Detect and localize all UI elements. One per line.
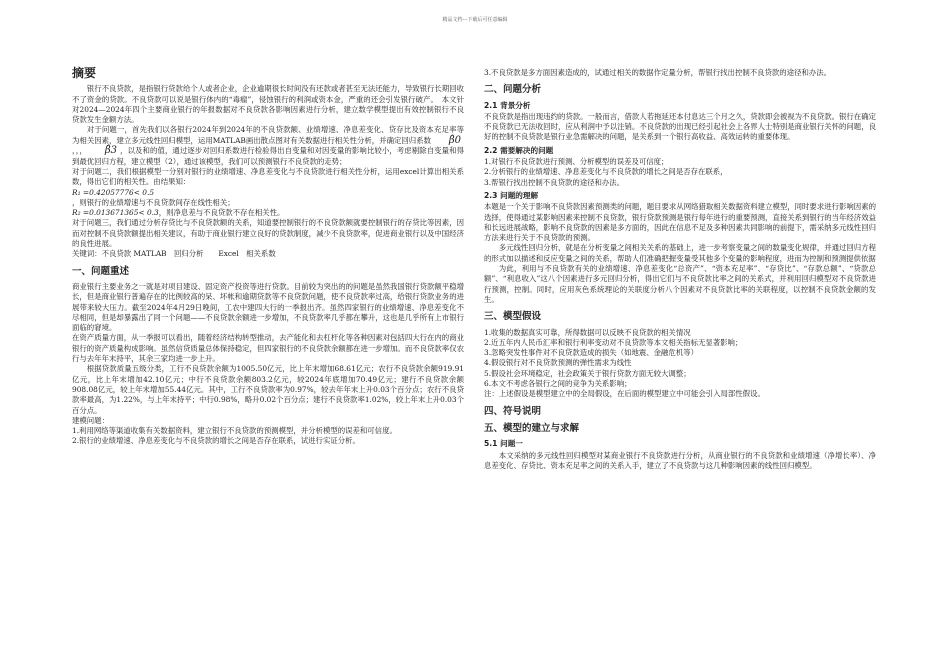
r1-formula: R₁ =0.42057776< 0.5 [72, 187, 155, 197]
section-5-title: 五、模型的建立与求解 [484, 422, 580, 434]
hypothesis-2: 2.近五年内人民币汇率和银行利率变动对不良贷款等本文相关指标无显著影响； [484, 337, 743, 347]
task-3: 3.不良贷款是多方面因素造成的，试通过相关的数据作定量分析，帮银行找出控制不良贷款的途径和办法。 [484, 68, 832, 77]
section-5-1-paragraph: 本文采纳的多元线性回归模型对某商业银行不良贷款进行分析，从商业银行的不良贷款和业绩增速（净增长率）、净息差变化、存贷比、资本充足率之间的关系入手，建立了不良贷款与这几种影响因素的线性回归模型。 [484, 450, 876, 470]
abstract-paragraph-1: 银行不良贷款，是指银行贷款给个人或者企业，企业逾期很长时间没有还款或者甚至无法还能力，导致银行长期回收不了资金的贷款。不良贷款可以说是银行体内的“毒瘤”，侵蚀银行的利润或资本金，严重的还会引发银行破产。 本文针对2024—2024年四个主要商业银行的年报数据对不良贷款各影响因素进行分析，建立数学模型提出有效控制银行不良贷款发生金额方法。 [72, 84, 464, 125]
abstract-paragraph-2 [72, 125, 464, 167]
abstract-paragraph-2-a: 对于问题一，首先我们以各银行2024年到2024年的不良贷款额、业绩增速、净息差变化、贷存比及资本充足率等为相关因素，建立多元线性回归模型，运用MATLAB画出散点图对有关数据进行相关性分析，并确定回归系数 [72, 125, 464, 145]
beta0-symbol: β̂0 [448, 134, 461, 146]
right-column [484, 68, 876, 471]
hypothesis-1: 1.收集的数据真实可靠，所得数据可以反映不良贷款的相关情况 [484, 327, 691, 337]
beta3-symbol: β̂3 [104, 145, 117, 157]
section-2-3-paragraph-3: 为此，利用与不良贷款有关的业绩增速、净息差变化“总资产”、“资本充足率”、“存贷比”、“存款总额”、“贷款总额”、“利息收入”这八个因素进行多元回归分析，得出它们与不良贷款比率之间的关系式，并利用回归模型对不良贷款进行预测，控制。同时，应用灰色系统理论的关联度分析八个因素对不良贷款比率的关联程度，以控制不良贷款金额的发生。 [484, 264, 876, 304]
section-2-2-title: 2.2 需要解决的问题 [484, 145, 554, 155]
task-2: 2.银行的业绩增速、净息差变化与不良贷款的增长之间是否存在联系，试进行实证分析。 [72, 436, 360, 446]
left-column [72, 62, 464, 447]
r2-line [72, 208, 464, 218]
section-5-1-title: 5.1 问题一 [484, 439, 523, 449]
section-2-title: 二、问题分析 [484, 84, 542, 96]
problem-item-1: 1.对银行不良贷款进行预测、分析模型的误差及可信度； [484, 157, 669, 167]
problem-item-3: 3.帮银行找出控制不良贷款的途径和办法。 [484, 177, 625, 187]
section-2-3-paragraph-1: 本题是一个关于影响不良贷款因素预测类的问题，题目要求从网络猎取相关数据资料建立模型，同时要求进行影响因素的选择，使得通过某影响因素来控制不良贷款，银行贷款预测是银行每年进行的重要预测，直接关系到银行的当年经济效益和长远进展战略，影响不良贷款的因素是多方面的，因此在信息不足及多种因素共同影响的前提下，需采纳多元线性回归方法来进行关于不良贷款的预测。 [484, 202, 876, 243]
abstract-paragraph-4: 对于问题三，我们通过分析存贷比与不良贷款额的关系，知道要控制银行的不良贷款额就要控制银行的存贷比等因素，因而对控制不良贷款额提出相关建议，有助于商业银行建立良好的贷款制度，减少不良贷款率，促进商业银行以及中国经济的良性进展。 [72, 218, 464, 249]
hypothesis-6: 6.本文不考虑各银行之间的竞争为关系影响； [484, 379, 632, 389]
problem-item-2: 2.分析银行的业绩增速、净息差变化与不良贷款的增长之间是否存在联系， [484, 167, 728, 177]
beta-separator: ，，， [72, 146, 88, 156]
task-1: 1.利用网络等渠道收集有关数据资料，建立银行不良贷款的预测模型，并分析模型的误差和可信度。 [72, 426, 397, 436]
section-4-title: 四、符号说明 [484, 405, 542, 417]
section-2-1-title: 2.1 背景分析 [484, 100, 531, 110]
section-1-paragraph-3: 根据贷款质量五级分类，工行不良贷款余额为1005.50亿元，比上年末增加68.61亿元；农行不良贷款余额919.91亿元，比上年末增加42.10亿元；中行不良贷款余额803.2亿元，较2024年底增加70.49亿元；建行不良贷款余额908.08亿元，较上年末增加55.44亿元。其中，工行不良贷款率为0.97%，较去年年末上升0.03个百分点；农行不良贷款率最高，为1.22%，与上年末持平；中行0.98%，略升0.02个百分点；建行不良贷款率1.02%，较上年末上升0.03个百分点。 [72, 364, 464, 415]
hypothesis-3: 3.忽略突发性事件对不良贷款造成的损失（如地震、金融危机等） [484, 348, 698, 358]
abstract-title: 摘要 [72, 66, 97, 80]
section-3-title: 三、模型假设 [484, 311, 542, 323]
hypothesis-4: 4.假设银行对不良贷款预测的弹性需求为线性 [484, 358, 632, 368]
keywords: 关键词：不良贷款 MATLAB 回归分析 Excel 相关系数 [72, 249, 276, 259]
abstract-paragraph-3: 对于问题二，我们根据模型一分别对银行的业绩增速、净息差变化与不良贷款进行相关性分析，运用excel计算出相关系数，得出它们的相关性。由结果知： [72, 166, 464, 187]
r2-text: ，则净息差与不良贷款不存在相关性。 [158, 208, 285, 218]
section-2-3-paragraph-2: 多元线性回归分析，就是在分析变量之间相关关系的基础上，进一步考察变量之间的数量变化规律，并通过回归方程的形式加以描述和反应变量之间的关系，帮助人们准确把握变量受其他多个变量的影响程度，进而为控制和预测提供依据 [484, 243, 876, 263]
hypothesis-note: 注：上述假设是模型建立中的全局假设，在后面的模型建立中可能会引入局部性假设。 [484, 389, 765, 399]
r1-text: ，则银行的业绩增速与不良贷款间存在线性相关； [72, 197, 235, 207]
section-1-paragraph-2: 在资产质量方面，从一季报可以看出，随着经济结构转型推动，去产能化和去杠杆化等各种因素对包括四大行在内的商业银行的资产质量构成影响。虽然信贷质量总体保持稳定，但四家银行的不良贷款余额都在进一步增加。而不良贷款率仅农行与去年年末持平，其余三家均进一步上升。 [72, 333, 464, 364]
abstract-paragraph-2-b: ，以及和的值，通过逐步对回归系数进行检验得出自变量和对因变量的影响比较小，考虑剔除自变量和得到最优回归方程，建立模型（2），通过该模型，我们可以预测银行不良贷款的走势； [72, 146, 464, 166]
r1-line [72, 188, 464, 198]
page-header-note: 精品文档---下载后可任意编辑 [442, 17, 508, 23]
hypothesis-5: 5.假设社会环境稳定，社会政策关于银行贷款方面无较大调整； [484, 368, 691, 378]
tasks-lead: 建模问题： [72, 415, 109, 425]
section-1-title: 一、问题重述 [72, 265, 130, 277]
section-1-paragraph-1: 商业银行主要业务之一就是对项目建设、固定资产投资等进行贷款。目前较为突出的的问题是虽然我国银行贷款额平稳增长，但是商业银行普遍存在的比例较高的呆、坏帐和逾期贷款等不良贷款问题，使不良贷款率过高，给银行贷款业务的进展带来较大压力。截至2024年4月29日晚间，工农中建四大行的一季报出齐。虽然四家银行的业绩增速、净息差变化不尽相同，但是却暴露出了同一个问题——不良贷款余额进一步增加，不良贷款率几乎都在攀升，这也是几乎所有上市银行面临的窘境。 [72, 281, 464, 333]
r1-text-line [72, 198, 464, 208]
r2-formula: R₂ =0.013671365< 0.3 [72, 208, 159, 218]
section-2-1-paragraph: 不良贷款是指出现违约的贷款。一般而言，借款人若拖延还本付息达三个月之久，贷款即会被视为不良贷款。银行在确定不良贷款已无法收回时，应从利润中予以注销。不良贷款的出现已经引起社会上各界人士特别是商业银行关怀的问题，良好的控制不良贷款是银行业急需解决的问题，是关系到一个银行高收益、高效运转的重要体现。 [484, 111, 876, 142]
section-2-3-title: 2.3 问题的理解 [484, 190, 539, 200]
